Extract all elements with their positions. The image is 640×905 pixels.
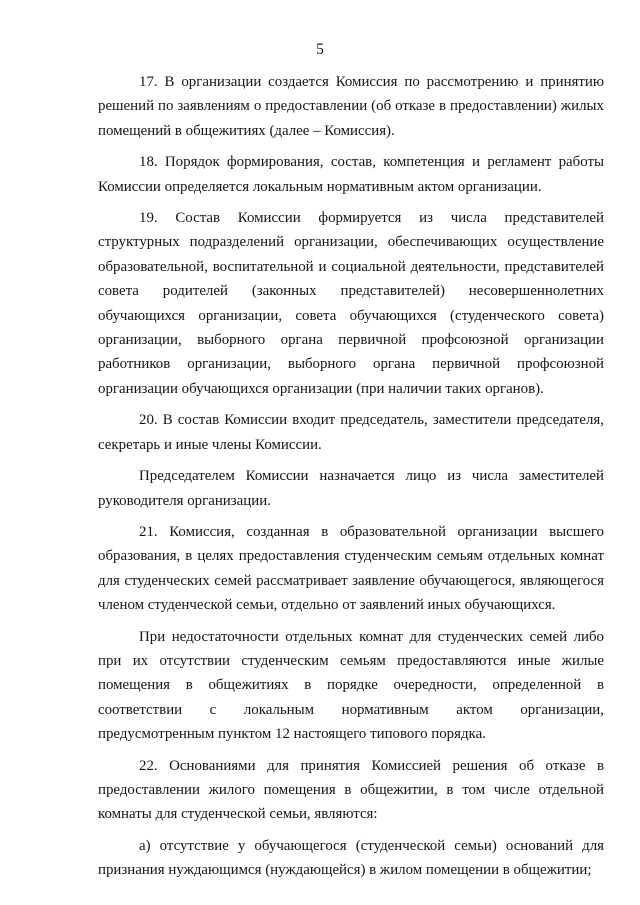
paragraph-17: 17. В организации создается Комиссия по рассмотрению и принятию решений по заявлениям о предоставлении (об отказе в предоставлении) жилых помещений в общежитиях (далее – Комиссия). <box>98 74 604 139</box>
paragraph-19: 19. Состав Комиссии формируется из числа представителей структурных подразделений организации, обеспечивающих осуществление образовательной, воспитательной и социальной деятельности, представителей совета родителей (законных представителей) несовершеннолетних обучающихся организации, совета обучающихся (студенческого совета) организации, выборного органа первичной профсоюзной организации работников организации, выборного органа первичной профсоюзной организации обучающихся организации (при наличии таких органов). <box>98 210 604 397</box>
paragraph-22-a: а) отсутствие у обучающегося (студенческой семьи) оснований для признания нуждающимся (нуждающейся) в жилом помещении в общежитии; <box>98 837 604 879</box>
paragraph-20-chairman: Председателем Комиссии назначается лицо из числа заместителей руководителя организации. <box>98 468 604 509</box>
page-number: 5 <box>316 41 324 58</box>
paragraph-18: 18. Порядок формирования, состав, компетенция и регламент работы Комиссии определяется локальным нормативным актом организации. <box>98 154 604 195</box>
document-body <box>98 70 604 890</box>
paragraph-20: 20. В состав Комиссии входит председатель, заместители председателя, секретарь и иные члены Комиссии. <box>98 412 604 453</box>
paragraph-22: 22. Основаниями для принятия Комиссией решения об отказе в предоставлении жилого помещения в общежитии, в том числе отдельной комнаты для студенческой семьи, являются: <box>98 757 604 823</box>
paragraph-21: 21. Комиссия, созданная в образовательной организации высшего образования, в целях предоставления студенческим семьям отдельных комнат для студенческих семей рассматривает заявление обучающегося, являющегося членом студенческой семьи, отдельно от заявлений иных обучающихся. <box>98 523 604 614</box>
paragraph-21-insufficiency: При недостаточности отдельных комнат для студенческих семей либо при их отсутствии студенческим семьям предоставляются иные жилые помещения в общежитиях в порядке очередности, определенной в соответствии с локальным нормативным актом организации, предусмотренным пунктом 12 настоящего типового порядка. <box>98 628 604 743</box>
